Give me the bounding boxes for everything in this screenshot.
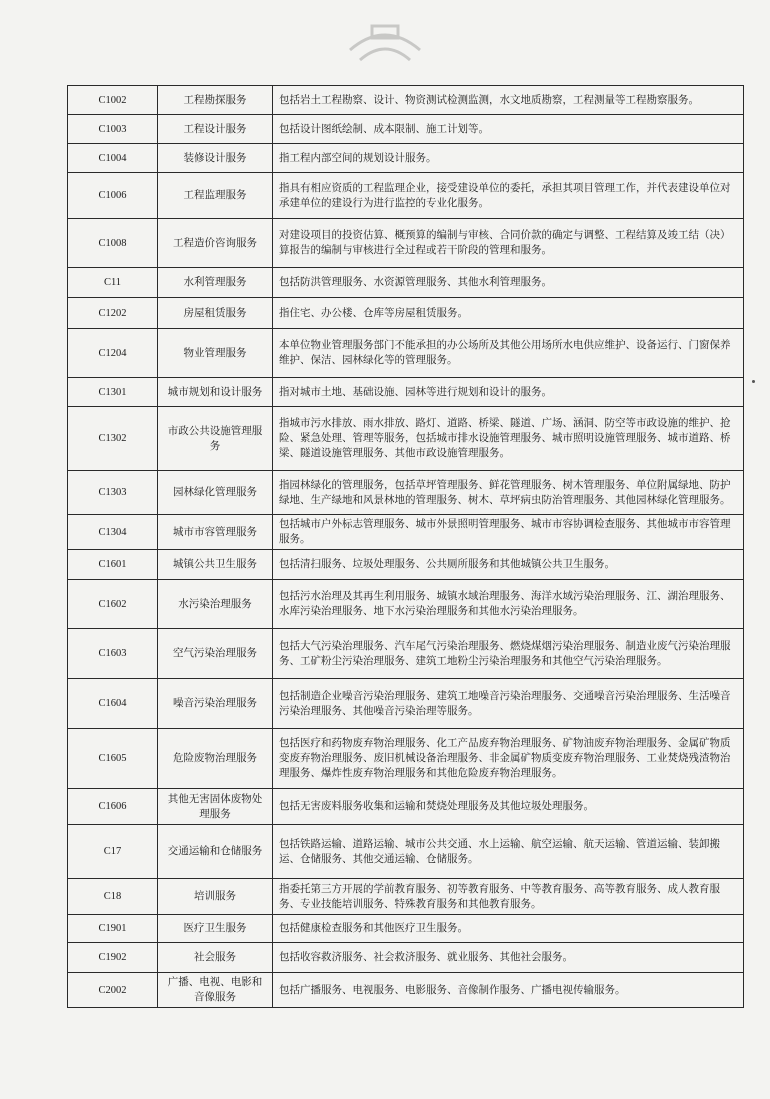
faded-stamp-mark (330, 20, 440, 72)
row-desc: 包括防洪管理服务、水资源管理服务、其他水利管理服务。 (273, 268, 744, 298)
row-name: 交通运输和仓储服务 (158, 825, 273, 879)
table-row (68, 407, 744, 471)
scan-speck (752, 380, 755, 383)
row-code: C1901 (68, 915, 158, 943)
table-row (68, 915, 744, 943)
row-code: C18 (68, 879, 158, 915)
row-desc: 指园林绿化的管理服务，包括草坪管理服务、鲜花管理服务、树木管理服务、单位附属绿地、防护绿地、生产绿地和风景林地的管理服务、树木、草坪病虫防治管理服务、其他园林绿化管理服务。 (273, 471, 744, 515)
row-name: 水污染治理服务 (158, 580, 273, 629)
row-name: 工程造价咨询服务 (158, 219, 273, 268)
row-desc: 指对城市土地、基础设施、园林等进行规划和设计的服务。 (273, 378, 744, 407)
row-desc: 包括污水治理及其再生利用服务、城镇水域治理服务、海洋水域污染治理服务、江、湖治理服务、水库污染治理服务、地下水污染治理服务和其他水污染治理服务。 (273, 580, 744, 629)
table-row (68, 298, 744, 329)
row-name: 其他无害固体废物处理服务 (158, 789, 273, 825)
row-name: 噪音污染治理服务 (158, 679, 273, 729)
row-name: 物业管理服务 (158, 329, 273, 378)
row-desc: 包括制造企业噪音污染治理服务、建筑工地噪音污染治理服务、交通噪音污染治理服务、生活噪音污染治理服务、其他噪音污染治理等服务。 (273, 679, 744, 729)
row-code: C1003 (68, 115, 158, 144)
row-code: C17 (68, 825, 158, 879)
row-desc: 对建设项目的投资估算、概预算的编制与审核、合同价款的确定与调整、工程结算及竣工结（决）算报告的编制与审核进行全过程或若干阶段的管理和服务。 (273, 219, 744, 268)
table-row (68, 378, 744, 407)
row-desc: 指住宅、办公楼、仓库等房屋租赁服务。 (273, 298, 744, 329)
table-row (68, 943, 744, 973)
row-name: 工程监理服务 (158, 173, 273, 219)
row-name: 社会服务 (158, 943, 273, 973)
row-desc: 包括大气污染治理服务、汽车尾气污染治理服务、燃烧煤烟污染治理服务、制造业废气污染治理服务、工矿粉尘污染治理服务、建筑工地粉尘污染治理服务和其他空气污染治理服务。 (273, 629, 744, 679)
row-code: C1902 (68, 943, 158, 973)
row-code: C1606 (68, 789, 158, 825)
row-name: 广播、电视、电影和音像服务 (158, 973, 273, 1008)
row-code: C1605 (68, 729, 158, 789)
row-code: C1002 (68, 86, 158, 115)
row-desc: 包括收容救济服务、社会救济服务、就业服务、其他社会服务。 (273, 943, 744, 973)
table-row (68, 115, 744, 144)
table-row (68, 973, 744, 1008)
table-row (68, 879, 744, 915)
row-desc: 包括广播服务、电视服务、电影服务、音像制作服务、广播电视传输服务。 (273, 973, 744, 1008)
row-code: C1204 (68, 329, 158, 378)
row-desc: 包括城市户外标志管理服务、城市外景照明管理服务、城市市容协调检查服务、其他城市市容管理服务。 (273, 515, 744, 550)
row-code: C11 (68, 268, 158, 298)
row-code: C1202 (68, 298, 158, 329)
table-row (68, 825, 744, 879)
row-name: 危险废物治理服务 (158, 729, 273, 789)
row-name: 培训服务 (158, 879, 273, 915)
row-code: C1301 (68, 378, 158, 407)
row-code: C1304 (68, 515, 158, 550)
row-desc: 包括清扫服务、垃圾处理服务、公共厕所服务和其他城镇公共卫生服务。 (273, 550, 744, 580)
row-code: C1004 (68, 144, 158, 173)
table-row (68, 789, 744, 825)
row-code: C1602 (68, 580, 158, 629)
row-desc: 指城市污水排放、雨水排放、路灯、道路、桥梁、隧道、广场、涵洞、防空等市政设施的维护、抢险、紧急处理、管理等服务，包括城市排水设施管理服务、城市照明设施管理服务、城市道路、桥梁、隧道设施管理服务、其他市政设施管理服务。 (273, 407, 744, 471)
row-code: C1303 (68, 471, 158, 515)
row-name: 房屋租赁服务 (158, 298, 273, 329)
row-name: 空气污染治理服务 (158, 629, 273, 679)
table-row (68, 471, 744, 515)
row-name: 工程勘探服务 (158, 86, 273, 115)
row-code: C1601 (68, 550, 158, 580)
row-desc: 指工程内部空间的规划设计服务。 (273, 144, 744, 173)
row-desc: 本单位物业管理服务部门不能承担的办公场所及其他公用场所水电供应维护、设备运行、门窗保养维护、保洁、园林绿化等的管理服务。 (273, 329, 744, 378)
row-name: 医疗卫生服务 (158, 915, 273, 943)
table-row (68, 729, 744, 789)
row-name: 园林绿化管理服务 (158, 471, 273, 515)
row-name: 水利管理服务 (158, 268, 273, 298)
table-row (68, 329, 744, 378)
row-name: 工程设计服务 (158, 115, 273, 144)
row-name: 城镇公共卫生服务 (158, 550, 273, 580)
table-row (68, 629, 744, 679)
table-row (68, 679, 744, 729)
table-row (68, 219, 744, 268)
table-row (68, 580, 744, 629)
service-catalog-table (67, 85, 744, 1008)
row-name: 装修设计服务 (158, 144, 273, 173)
row-desc: 包括铁路运输、道路运输、城市公共交通、水上运输、航空运输、航天运输、管道运输、装卸搬运、仓储服务、其他交通运输、仓储服务。 (273, 825, 744, 879)
row-code: C2002 (68, 973, 158, 1008)
row-desc: 包括岩土工程勘察、设计、物资测试检测监测，水文地质勘察，工程测量等工程勘察服务。 (273, 86, 744, 115)
row-code: C1604 (68, 679, 158, 729)
row-desc: 包括设计图纸绘制、成本限制、施工计划等。 (273, 115, 744, 144)
row-name: 城市市容管理服务 (158, 515, 273, 550)
row-desc: 包括健康检查服务和其他医疗卫生服务。 (273, 915, 744, 943)
table-row (68, 173, 744, 219)
row-desc: 指具有相应资质的工程监理企业，接受建设单位的委托，承担其项目管理工作，并代表建设单位对承建单位的建设行为进行监控的专业化服务。 (273, 173, 744, 219)
table-row (68, 515, 744, 550)
row-desc: 包括无害废料服务收集和运输和焚烧处理服务及其他垃圾处理服务。 (273, 789, 744, 825)
row-code: C1006 (68, 173, 158, 219)
table-row (68, 144, 744, 173)
table-row (68, 268, 744, 298)
row-name: 城市规划和设计服务 (158, 378, 273, 407)
table-row (68, 86, 744, 115)
row-code: C1603 (68, 629, 158, 679)
row-desc: 包括医疗和药物废弃物治理服务、化工产品废弃物治理服务、矿物油废弃物治理服务、金属矿物质变废弃物治理服务、废旧机械设备治理服务、非金属矿物质变废弃物治理服务、工业焚烧残渣物治理服务、爆炸性废弃物治理服务和其他危险废弃物治理服务。 (273, 729, 744, 789)
row-code: C1302 (68, 407, 158, 471)
row-code: C1008 (68, 219, 158, 268)
table-row (68, 550, 744, 580)
row-desc: 指委托第三方开展的学前教育服务、初等教育服务、中等教育服务、高等教育服务、成人教育服务、专业技能培训服务、特殊教育服务和其他教育服务。 (273, 879, 744, 915)
row-name: 市政公共设施管理服务 (158, 407, 273, 471)
